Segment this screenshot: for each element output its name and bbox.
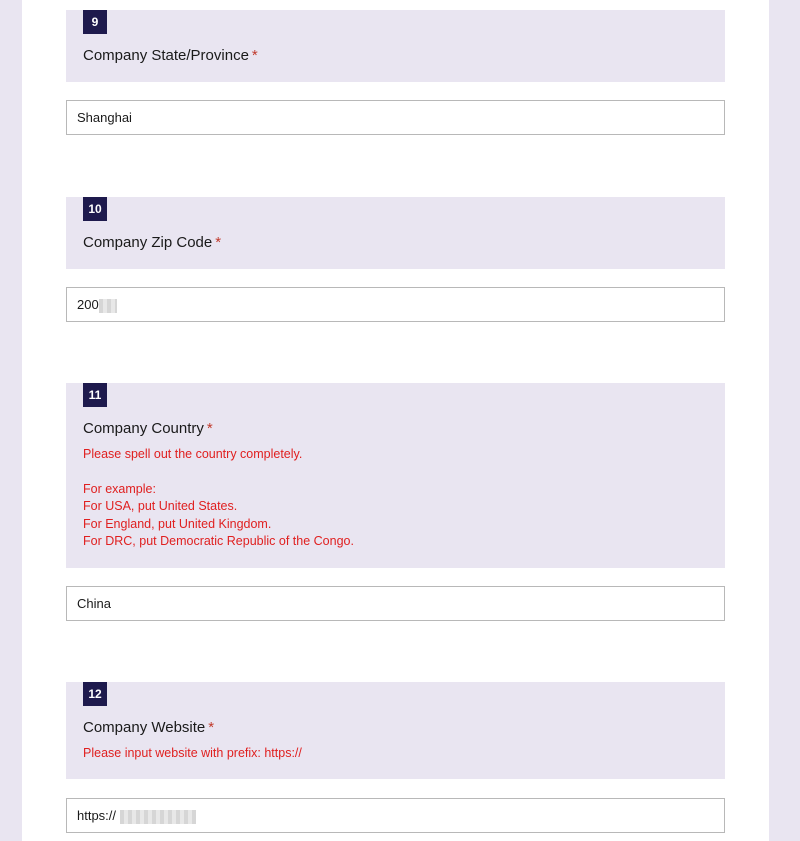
- question-title: [83, 47, 258, 64]
- help-line: Please spell out the country completely.: [83, 447, 303, 461]
- question-title: [83, 234, 221, 251]
- required-asterisk: *: [206, 420, 213, 437]
- question-header: [66, 383, 725, 568]
- input-value: 200: [77, 297, 99, 312]
- company-country-input[interactable]: [66, 586, 725, 621]
- help-line: For DRC, put Democratic Republic of the Congo.: [83, 534, 354, 548]
- question-help-text: [83, 745, 302, 763]
- company-zip-input[interactable]: [66, 287, 725, 322]
- question-title-text: Company Country: [83, 420, 204, 437]
- help-line: For USA, put United States.: [83, 499, 238, 513]
- company-state-input[interactable]: [66, 100, 725, 135]
- question-title-text: Company Zip Code: [83, 234, 213, 251]
- question-title: [83, 420, 213, 437]
- question-help-text: [83, 446, 354, 551]
- input-value: https://: [77, 808, 117, 823]
- question-title: [83, 719, 214, 736]
- company-website-input[interactable]: [66, 798, 725, 833]
- question-company-state: [66, 10, 725, 82]
- required-asterisk: *: [251, 47, 258, 64]
- help-line: Please input website with prefix: https://: [83, 746, 302, 760]
- help-line: For example:: [83, 481, 156, 496]
- question-company-country: [66, 383, 725, 568]
- question-title-text: Company State/Province: [83, 47, 249, 64]
- question-title-text: Company Website: [83, 719, 206, 736]
- question-header: [66, 197, 725, 269]
- redacted-value: [120, 810, 196, 824]
- question-header: [66, 10, 725, 82]
- form-page: [22, 0, 769, 841]
- question-header: [66, 682, 725, 779]
- question-company-zip: [66, 197, 725, 269]
- help-line-blank: [83, 464, 354, 481]
- question-number-badge: 11: [83, 383, 107, 407]
- required-asterisk: *: [208, 719, 215, 736]
- question-number-badge: 10: [83, 197, 107, 221]
- help-line: For England, put United Kingdom.: [83, 516, 272, 531]
- question-number-badge: 12: [83, 682, 107, 706]
- redacted-value: [99, 299, 117, 313]
- question-number-badge: 9: [83, 10, 107, 34]
- question-company-website: [66, 682, 725, 779]
- required-asterisk: *: [215, 234, 222, 251]
